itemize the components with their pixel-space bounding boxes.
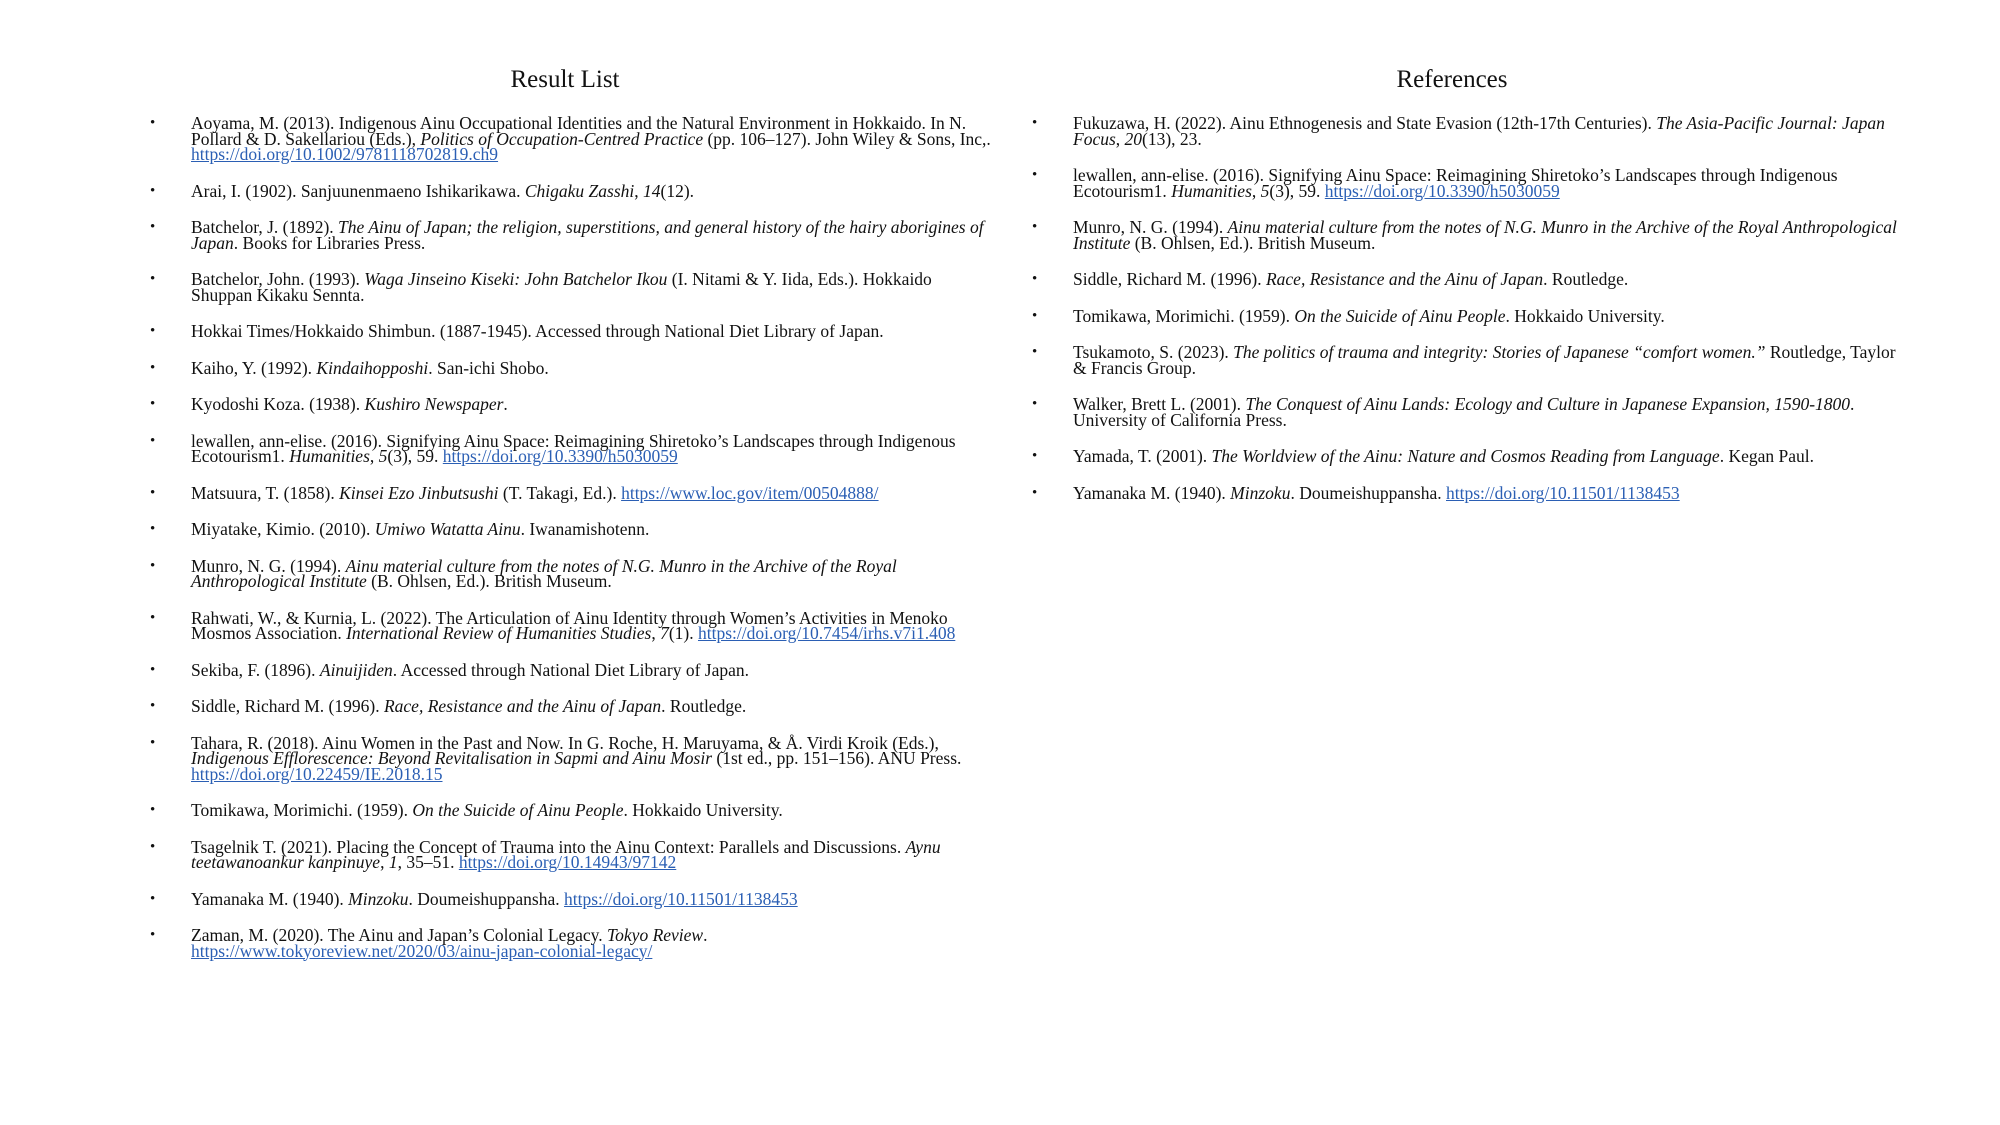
reference-title-italic: 5 [378, 446, 388, 466]
reference-entry [150, 836, 991, 872]
reference-entry [1032, 482, 1903, 503]
reference-entry [150, 555, 991, 591]
reference-text: Yamanaka M. (1940). [191, 888, 349, 909]
bullet-icon: • [1032, 219, 1038, 235]
reference-title-italic: The Conquest of Ainu Lands: Ecology and Culture in Japanese Expansion, 1590-1800 [1245, 394, 1851, 414]
reference-title-italic: On the Suicide of Ainu People [1294, 305, 1506, 326]
bullet-icon: • [150, 323, 156, 339]
references-column [1032, 64, 1902, 522]
reference-link[interactable]: https://doi.org/10.7454/irhs.v7i1.408 [697, 623, 956, 643]
reference-text: , [369, 446, 379, 466]
reference-text: (3), 59. [387, 446, 443, 466]
bullet-icon: • [1032, 167, 1038, 183]
reference-link[interactable]: https://doi.org/10.14943/97142 [458, 852, 677, 872]
reference-text: lewallen, ann-elise. (2016). Signifying Ainu Space: Reimagining Shiretoko’s Landscapes through Indigenous Ecotourism1. [1073, 165, 1838, 201]
bullet-icon: • [150, 271, 156, 287]
reference-text: Sekiba, F. (1896). [191, 659, 320, 680]
reference-text: Kyodoshi Koza. (1938). [191, 394, 365, 414]
reference-entry [150, 113, 991, 164]
references-title: References [1396, 66, 1508, 93]
reference-title-italic: The Worldview of the Ainu: Nature and Cosmos Reading from Language [1211, 446, 1720, 466]
bullet-icon: • [150, 521, 156, 537]
reference-title-italic: Ainuijiden [319, 659, 393, 680]
reference-title-italic: Kinsei Ezo Jinbutsushi [339, 482, 499, 503]
bullet-icon: • [150, 698, 156, 714]
reference-title-italic: On the Suicide of Ainu People [412, 800, 624, 820]
reference-text: Hokkai Times/Hokkaido Shimbun. (1887-1945). Accessed through National Diet Library of Japan. [191, 321, 884, 341]
reference-text: Fukuzawa, H. (2022). Ainu Ethnogenesis and State Evasion (12th-17th Centuries). [1073, 113, 1657, 133]
reference-title-italic: Waga Jinseino Kiseki: John Batchelor Ikou [364, 269, 668, 289]
reference-link[interactable]: https://doi.org/10.11501/1138453 [1446, 482, 1680, 503]
reference-text: Siddle, Richard M. (1996). [191, 696, 384, 716]
reference-text: . [503, 394, 508, 414]
reference-text: Aoyama, M. (2013). Indigenous Ainu Occupational Identities and the Natural Environment in Hokkaido. In N. Pollard & D. Sakellariou (Eds.), [191, 113, 967, 149]
bullet-icon: • [1032, 344, 1038, 360]
bullet-icon: • [1032, 396, 1038, 412]
reference-title-italic: Ainu material culture from the notes of N.G. Munro in the Archive of the Royal Anthropological Institute [191, 555, 897, 591]
reference-text: , 35–51. [397, 852, 459, 872]
reference-title-italic: The politics of trauma and integrity: Stories of Japanese “comfort women.” [1233, 342, 1766, 362]
reference-text: Tomikawa, Morimichi. (1959). [1073, 305, 1295, 326]
reference-text: Batchelor, John. (1993). [191, 269, 365, 289]
reference-link[interactable]: https://doi.org/10.3390/h5030059 [442, 446, 678, 466]
reference-title-italic: 1 [388, 852, 398, 872]
reference-text: . Accessed through National Diet Library of Japan. [392, 659, 749, 680]
bullet-icon: • [150, 182, 156, 199]
result-list [150, 113, 991, 961]
reference-entry [150, 607, 991, 643]
bullet-icon: • [150, 734, 156, 751]
reference-text: Tomikawa, Morimichi. (1959). [191, 800, 413, 820]
reference-text: (I. Nitami & Y. Iida, Eds.). Hokkaido Shuppan Kikaku Sennta. [191, 269, 932, 305]
references-list [1032, 113, 1902, 503]
bullet-icon: • [150, 557, 156, 574]
reference-text: . Hokkaido University. [623, 800, 783, 820]
reference-title-italic: Tokyo Review [607, 925, 704, 945]
reference-text: Kaiho, Y. (1992). [191, 357, 317, 378]
reference-text: . San-ichi Shobo. [428, 357, 549, 378]
reference-text: Arai, I. (1902). Sanjuunenmaeno Ishikarikawa. [191, 180, 525, 201]
reference-text: . Books for Libraries Press. [233, 232, 426, 253]
bullet-icon: • [150, 484, 156, 501]
reference-entry [1032, 217, 1903, 253]
reference-text: Yamanaka M. (1940). [1073, 482, 1231, 503]
reference-text: lewallen, ann-elise. (2016). Signifying Ainu Space: Reimagining Shiretoko’s Landscapes through Indigenous Ecotourism1. [191, 430, 956, 466]
reference-title-italic: The Asia-Pacific Journal: Japan Focus [1073, 113, 1885, 149]
reference-text: Rahwati, W., & Kurnia, L. (2022). The Articulation of Ainu Identity through Women’s Activities in Menoko Mosmos Association. [191, 607, 948, 643]
bullet-icon: • [150, 359, 156, 376]
result-list-title: Result List [510, 66, 620, 93]
bullet-icon: • [150, 838, 156, 855]
reference-title-italic: Race, Resistance and the Ainu of Japan [1265, 269, 1544, 289]
bullet-icon: • [150, 661, 156, 678]
reference-text: . Routledge. [661, 696, 747, 716]
bullet-icon: • [150, 432, 156, 449]
reference-link[interactable]: https://www.tokyoreview.net/2020/03/ainu-japan-colonial-legacy/ [191, 940, 653, 961]
reference-text: Tsukamoto, S. (2023). [1073, 342, 1234, 362]
reference-title-italic: Ainu material culture from the notes of N.G. Munro in the Archive of the Royal Anthropological Institute [1073, 217, 1897, 253]
reference-text: Tahara, R. (2018). Ainu Women in the Past and Now. In G. Roche, H. Maruyama, & Å. Virdi Kroik (Eds.), [191, 732, 939, 753]
bullet-icon: • [1032, 484, 1038, 501]
reference-entry [150, 321, 991, 341]
reference-entry [150, 394, 991, 414]
reference-title-italic: 14 [643, 180, 661, 201]
reference-entry [150, 357, 991, 378]
reference-text: (B. Ohlsen, Ed.). British Museum. [366, 571, 612, 591]
reference-title-italic: Chigaku Zasshi [524, 180, 635, 201]
bullet-icon: • [1032, 115, 1038, 131]
reference-title-italic: Politics of Occupation-Centred Practice [420, 128, 704, 149]
reference-entry [150, 482, 991, 503]
reference-title-italic: Kushiro Newspaper [364, 394, 504, 414]
reference-text: (3), 59. [1269, 180, 1325, 201]
bullet-icon: • [1032, 271, 1038, 287]
reference-entry [150, 696, 991, 716]
reference-text: Siddle, Richard M. (1996). [1073, 269, 1266, 289]
reference-entry [1032, 165, 1903, 201]
reference-text: . [703, 925, 708, 945]
reference-text: Tsagelnik T. (2021). Placing the Concept of Trauma into the Ainu Context: Parallels and Discussions. [191, 836, 906, 857]
bullet-icon: • [150, 219, 156, 235]
reference-text: , [1251, 180, 1261, 201]
bullet-icon: • [1032, 307, 1038, 324]
reference-text: Munro, N. G. (1994). [191, 555, 346, 576]
bullet-icon: • [150, 890, 156, 907]
reference-text: Yamada, T. (2001). [1073, 446, 1212, 466]
reference-title-italic: International Review of Humanities Studies [346, 623, 652, 643]
reference-title-italic: The Ainu of Japan; the religion, superstitions, and general history of the hairy aborigines of Japan [191, 217, 984, 253]
reference-entry [150, 888, 991, 909]
bullet-icon: • [150, 396, 156, 412]
reference-title-italic: 7 [660, 623, 669, 643]
reference-text: . Kegan Paul. [1719, 446, 1814, 466]
reference-entry [150, 519, 991, 539]
reference-text: (T. Takagi, Ed.). [498, 482, 622, 503]
reference-entry [150, 925, 991, 961]
bullet-icon: • [1032, 448, 1038, 464]
reference-text: Routledge, Taylor & Francis Group. [1073, 342, 1896, 378]
reference-entry [150, 217, 991, 253]
reference-text: . Hokkaido University. [1505, 305, 1665, 326]
reference-entry [1032, 394, 1903, 430]
reference-title-italic: Umiwo Watatta Ainu [374, 519, 521, 539]
reference-title-italic: Humanities [1171, 180, 1252, 201]
reference-text: (pp. 106–127). John Wiley & Sons, Inc,. [703, 128, 991, 149]
reference-title-italic: 20 [1124, 128, 1143, 149]
reference-entry [1032, 446, 1903, 466]
reference-text: . Routledge. [1543, 269, 1629, 289]
reference-title-italic: Minzoku [1230, 482, 1291, 503]
reference-text: , [634, 180, 644, 201]
reference-title-italic: Minzoku [348, 888, 409, 909]
reference-entry [1032, 113, 1903, 149]
reference-text: Matsuura, T. (1858). [191, 482, 340, 503]
reference-link[interactable]: https://www.loc.gov/item/00504888/ [621, 482, 879, 503]
reference-title-italic: Kindaihopposhi [316, 357, 429, 378]
bullet-icon: • [150, 115, 156, 131]
reference-text: . University of California Press. [1073, 394, 1855, 430]
result-list-column [150, 64, 990, 980]
reference-text: . Doumeishuppansha. [1290, 482, 1446, 503]
reference-entry [150, 430, 991, 466]
reference-text: Batchelor, J. (1892). [191, 217, 339, 237]
reference-text: Miyatake, Kimio. (2010). [191, 519, 375, 539]
reference-title-italic: Indigenous Efflorescence: Beyond Revitalisation in Sapmi and Ainu Mosir [191, 748, 713, 768]
reference-text: , [380, 852, 389, 872]
reference-text: (1st ed., pp. 151–156). ANU Press. [712, 748, 962, 768]
reference-text: , [651, 623, 661, 643]
reference-text: . Iwanamishotenn. [520, 519, 650, 539]
reference-entry [150, 659, 991, 680]
bullet-icon: • [150, 609, 156, 626]
reference-entry [150, 180, 991, 201]
reference-text: , [1115, 128, 1125, 149]
reference-text: . Doumeishuppansha. [408, 888, 564, 909]
reference-link[interactable]: https://doi.org/10.11501/1138453 [564, 888, 798, 909]
bullet-icon: • [150, 927, 156, 943]
reference-entry [150, 800, 991, 820]
reference-entry [150, 732, 991, 784]
reference-title-italic: 5 [1260, 180, 1270, 201]
bullet-icon: • [150, 802, 156, 818]
reference-entry [1032, 305, 1903, 326]
reference-title-italic: Humanities [289, 446, 370, 466]
reference-entry [150, 269, 991, 305]
reference-text: Walker, Brett L. (2001). [1073, 394, 1246, 414]
reference-entry [1032, 269, 1903, 289]
reference-title-italic: Race, Resistance and the Ainu of Japan [383, 696, 662, 716]
reference-text: Zaman, M. (2020). The Ainu and Japan’s Colonial Legacy. [191, 925, 608, 945]
reference-text: (B. Ohlsen, Ed.). British Museum. [1130, 232, 1376, 253]
reference-text: (13), 23. [1142, 128, 1202, 149]
reference-text: (12). [660, 180, 695, 201]
reference-entry [1032, 342, 1903, 378]
reference-link[interactable]: https://doi.org/10.22459/IE.2018.15 [191, 763, 443, 784]
reference-text: Munro, N. G. (1994). [1073, 217, 1228, 237]
reference-link[interactable]: https://doi.org/10.3390/h5030059 [1324, 180, 1560, 201]
reference-title-italic: Aynu teetawanoankur kanpinuye [191, 836, 941, 872]
reference-text: (1). [668, 623, 698, 643]
reference-link[interactable]: https://doi.org/10.1002/9781118702819.ch9 [191, 144, 499, 164]
